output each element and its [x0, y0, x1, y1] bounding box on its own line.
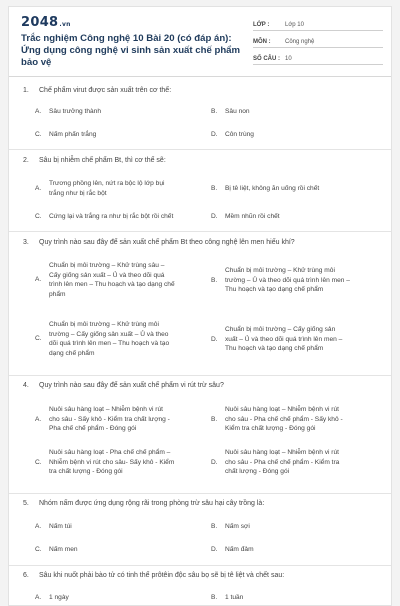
option-key: D.	[211, 213, 218, 220]
site-logo[interactable]	[21, 15, 71, 30]
option-key: A.	[35, 415, 42, 423]
question-4-stem	[23, 382, 224, 389]
meta-row-class	[253, 17, 383, 31]
option-key: D.	[211, 131, 218, 138]
question-text: Chế phẩm virut được sản xuất trên cơ thể:	[39, 87, 172, 94]
option-text: Nấm đảm	[225, 546, 254, 553]
question-text: Quy trình nào sau đây để sản xuất chế phẩm vi rút trừ sâu?	[39, 382, 224, 389]
question-1-option-d[interactable]	[211, 130, 254, 140]
question-4-option-d[interactable]	[211, 448, 339, 477]
meta-value: Công nghệ	[285, 39, 315, 45]
meta-row-count	[253, 51, 383, 65]
question-2-stem	[23, 157, 166, 164]
option-text: Nuôi sâu hàng loạt - Pha chế chế phẩm – Nhiễm bệnh vi rút cho sâu- Sấy khô - Kiểm tra chất lượng - Đóng gói	[49, 449, 175, 475]
question-divider	[9, 375, 392, 376]
option-text: 1 tuần	[225, 594, 244, 601]
worksheet-header	[9, 7, 391, 77]
meta-key: SỐ CÂU :	[253, 56, 280, 62]
option-key: A.	[35, 523, 42, 530]
worksheet-page	[8, 6, 392, 606]
option-key: A.	[35, 108, 42, 115]
question-6-stem	[23, 572, 284, 579]
question-number: 1.	[23, 87, 29, 94]
question-4-option-b[interactable]	[211, 405, 343, 434]
option-key: C.	[35, 213, 42, 220]
question-divider	[9, 231, 392, 232]
question-6-option-a[interactable]	[35, 593, 69, 603]
option-text: Chuẩn bị môi trường – Cấy giống sản xuất – Ủ và theo dõi quá trình lên men – Thu hoạch và tạo dạng chế phẩm	[225, 326, 343, 352]
option-text: Sâu trưởng thành	[49, 108, 101, 115]
question-5-option-b[interactable]	[211, 522, 250, 532]
option-text: Cứng lại và trắng ra như bị rắc bột rồi chết	[49, 213, 174, 220]
option-key: D.	[211, 335, 218, 343]
question-4-option-c[interactable]	[35, 448, 174, 477]
question-2-option-c[interactable]	[35, 212, 173, 222]
question-5-option-d[interactable]	[211, 545, 254, 555]
question-3-option-d[interactable]	[211, 325, 342, 354]
option-key: C.	[35, 458, 42, 466]
option-key: B.	[211, 415, 218, 423]
option-key: A.	[35, 276, 42, 284]
option-key: C.	[35, 131, 42, 138]
option-text: Nuôi sâu hàng loạt – Nhiễm bệnh vi rút cho sâu - Sấy khô - Kiểm tra chất lượng - Pha chế chế phẩm - Đóng gói	[49, 406, 170, 432]
option-key: B.	[211, 185, 218, 192]
question-text: Sâu khi nuốt phải bào tử có tinh thể prôtêin độc sâu bọ sẽ bị tê liệt và chết sau:	[39, 572, 285, 579]
meta-value: 10	[285, 56, 292, 62]
question-3-option-a[interactable]	[35, 261, 175, 299]
option-key: B.	[211, 594, 218, 601]
question-number: 4.	[23, 382, 29, 389]
option-key: A.	[35, 184, 42, 192]
option-text: Chuẩn bị môi trường – Khử trùng môi trường – Cấy giống sản xuất – Ủ và theo dõi quá trình lên men – Thu hoạch và tạo dạng chế phẩm	[49, 321, 170, 357]
question-divider	[9, 565, 392, 566]
meta-row-subject	[253, 34, 383, 48]
page-title: Trắc nghiệm Công nghệ 10 Bài 20 (có đáp án): Ứng dụng công nghệ vi sinh sản xuất chế phẩm bảo vệ	[21, 33, 241, 68]
option-key: B.	[211, 108, 218, 115]
question-number: 2.	[23, 157, 29, 164]
option-text: Chuẩn bị môi trường – Khử trùng môi trường – Ủ và theo dõi quá trình lên men – Thu hoạch và tạo dạng chế phẩm	[225, 267, 350, 293]
option-text: 1 ngày	[49, 594, 69, 601]
meta-info	[253, 17, 383, 68]
option-key: D.	[211, 546, 218, 553]
question-text: Nhóm nấm được ứng dụng rộng rãi trong phòng trừ sâu hại cây trồng là:	[39, 500, 265, 507]
question-text: Quy trình nào sau đây để sản xuất chế phẩm Bt theo công nghệ lên men hiếu khí?	[39, 239, 295, 246]
meta-key: LỚP :	[253, 22, 270, 28]
option-text: Côn trùng	[225, 131, 254, 138]
option-text: Nấm túi	[49, 523, 72, 530]
option-text: Mềm nhũn rồi chết	[225, 213, 280, 220]
option-key: C.	[35, 335, 42, 343]
question-5-option-c[interactable]	[35, 545, 78, 555]
option-key: B.	[211, 523, 218, 530]
question-1-option-b[interactable]	[211, 107, 250, 117]
question-1-option-a[interactable]	[35, 107, 101, 117]
question-divider	[9, 493, 392, 494]
question-number: 6.	[23, 572, 29, 579]
option-text: Nấm sợi	[225, 523, 250, 530]
question-number: 5.	[23, 500, 29, 507]
option-key: C.	[35, 546, 42, 553]
option-text: Nấm phấn trắng	[49, 131, 97, 138]
logo-text: 2048	[21, 15, 59, 30]
question-4-option-a[interactable]	[35, 405, 170, 434]
question-2-option-a[interactable]	[35, 179, 164, 198]
question-6-option-b[interactable]	[211, 593, 243, 603]
option-key: D.	[211, 458, 218, 466]
question-3-option-c[interactable]	[35, 320, 169, 358]
option-text: Nấm men	[49, 546, 78, 553]
option-text: Chuẩn bị môi trường – Khử trùng sâu – Cấy giống sản xuất – Ủ và theo dõi quá trình lên men – Thu hoạch và tạo dạng chế phẩm	[49, 262, 175, 298]
question-divider	[9, 149, 392, 150]
question-5-option-a[interactable]	[35, 522, 72, 532]
question-number: 3.	[23, 239, 29, 246]
question-1-stem	[23, 87, 171, 94]
question-2-option-d[interactable]	[211, 212, 280, 222]
option-key: B.	[211, 276, 218, 284]
question-1-option-c[interactable]	[35, 130, 96, 140]
option-text: Sâu non	[225, 108, 250, 115]
option-text: Trương phồng lên, nứt ra bộc lộ lớp bụi trắng như bị rắc bột	[49, 180, 165, 197]
option-text: Nuôi sâu hàng loạt – Nhiễm bệnh vi rút cho sâu - Pha chế chế phẩm - Sấy khô - Kiểm tra chất lượng - Đóng gói	[225, 406, 343, 432]
question-3-stem	[23, 239, 295, 246]
meta-key: MÔN :	[253, 39, 271, 45]
meta-value: Lớp 10	[285, 22, 304, 28]
question-text: Sâu bị nhiễm chế phẩm Bt, thì cơ thể sẽ:	[39, 157, 166, 164]
logo-suffix: .vn	[59, 21, 71, 28]
option-text: Nuôi sâu hàng loạt – Nhiễm bệnh vi rút cho sâu - Pha chế chế phẩm - Kiểm tra chất lượng - Đóng gói	[225, 449, 340, 475]
question-2-option-b[interactable]	[211, 184, 319, 194]
option-text: Bị tê liệt, không ăn uống rồi chết	[225, 185, 320, 192]
question-3-option-b[interactable]	[211, 266, 350, 295]
option-key: A.	[35, 594, 42, 601]
question-5-stem	[23, 500, 264, 507]
